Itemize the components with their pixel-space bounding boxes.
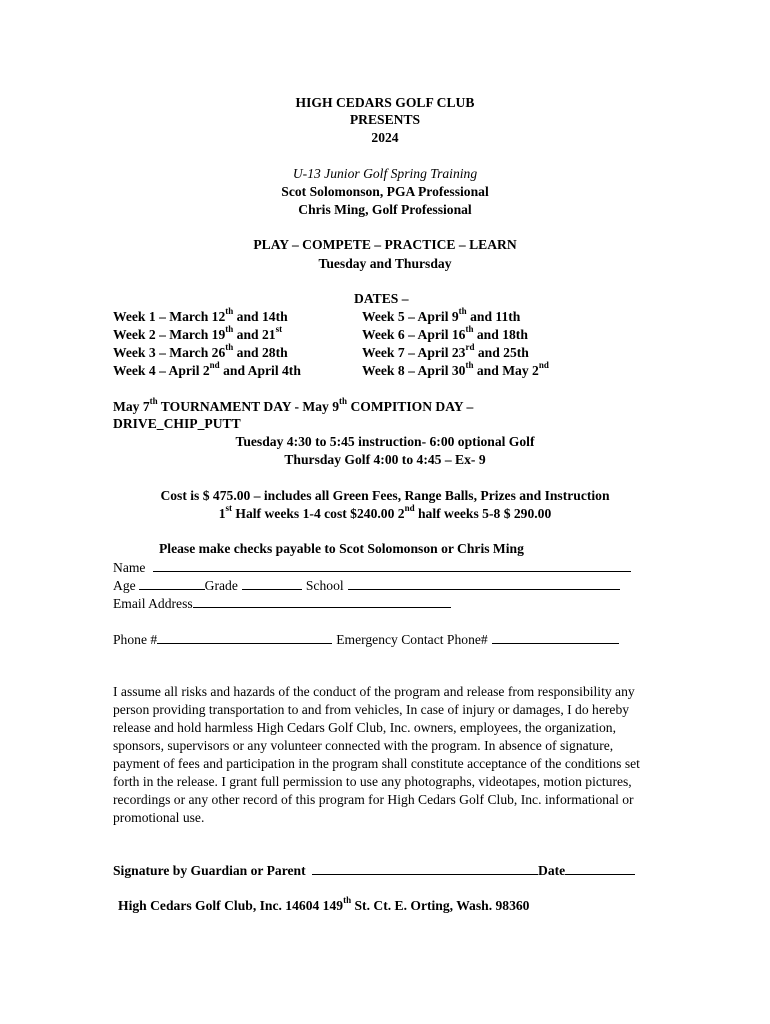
week-6: Week 6 – April 16th and 18th xyxy=(362,324,528,342)
grade-label: Grade xyxy=(204,578,238,593)
name-field[interactable] xyxy=(153,558,631,572)
instructor-1: Scot Solomonson, PGA Professional xyxy=(281,184,489,199)
phone-row xyxy=(113,630,619,649)
release-paragraph: I assume all risks and hazards of the conduct of the program and release from responsibility any person providing transportation to and from vehicles, In case of injury or damages, I do hereby release and hold harmless High Cedars Golf Club, Inc. owners, employees, the organization, sponsors, supervisors or any volunteer connected with the program. In absence of signature, payment of fees and participation in the program shall constitute acceptance of the conditions set forth in the release. I grant full permission to use any photographs, videotapes, motion pictures, recordings or any other record of this program for High Cedars Golf Club, Inc. informational or promotional use. xyxy=(113,684,640,825)
cost-line: Cost is $ 475.00 – includes all Green Fees, Range Balls, Prizes and Instruction xyxy=(160,488,610,503)
emergency-phone-field[interactable] xyxy=(492,630,619,644)
email-row xyxy=(113,594,451,613)
school-field[interactable] xyxy=(348,576,620,590)
tournament-line: May 7th TOURNAMENT DAY - May 9th COMPITION DAY – xyxy=(113,396,474,414)
week-2: Week 2 – March 19th and 21st xyxy=(113,324,283,342)
age-label: Age xyxy=(113,578,136,593)
training-days: Tuesday and Thursday xyxy=(318,256,452,271)
week-3: Week 3 – March 26th and 28th xyxy=(113,342,288,360)
signature-row xyxy=(113,861,635,880)
age-grade-school-row xyxy=(113,576,620,595)
week-4: Week 4 – April 2nd and April 4th xyxy=(113,360,301,378)
signature-field[interactable] xyxy=(312,861,538,875)
half-cost-line: 1st Half weeks 1-4 cost $240.00 2nd half weeks 5-8 $ 290.00 xyxy=(218,503,552,521)
date-field[interactable] xyxy=(565,861,635,875)
tuesday-schedule: Tuesday 4:30 to 5:45 instruction- 6:00 optional Golf xyxy=(235,434,535,449)
instructor-2: Chris Ming, Golf Professional xyxy=(298,202,472,217)
checks-payable: Please make checks payable to Scot Solomonson or Chris Ming xyxy=(159,541,524,556)
email-label: Email Address xyxy=(113,596,193,611)
grade-field[interactable] xyxy=(242,576,302,590)
phone-label: Phone # xyxy=(113,632,158,647)
dates-right-column xyxy=(362,308,549,380)
week-1: Week 1 – March 12th and 14th xyxy=(113,306,288,324)
week-5: Week 5 – April 9th and 11th xyxy=(362,306,521,324)
drive-chip-putt: DRIVE_CHIP_PUTT xyxy=(113,416,241,431)
dates-heading: DATES – xyxy=(354,291,409,306)
date-label: Date xyxy=(538,863,566,878)
week-8: Week 8 – April 30th and May 2nd xyxy=(362,360,549,378)
school-label: School xyxy=(305,578,344,593)
thursday-schedule: Thursday Golf 4:00 to 4:45 – Ex- 9 xyxy=(284,452,486,467)
club-title: HIGH CEDARS GOLF CLUB xyxy=(295,95,475,110)
name-row xyxy=(113,558,631,577)
program-title: U-13 Junior Golf Spring Training xyxy=(292,166,478,181)
email-field[interactable] xyxy=(193,594,451,608)
presents-line: PRESENTS xyxy=(349,112,421,127)
motto: PLAY – COMPETE – PRACTICE – LEARN xyxy=(253,237,517,252)
phone-field[interactable] xyxy=(157,630,332,644)
age-field[interactable] xyxy=(139,576,205,590)
year-line: 2024 xyxy=(371,130,399,145)
emergency-label: Emergency Contact Phone# xyxy=(336,632,488,647)
name-label: Name xyxy=(113,560,146,575)
week-7: Week 7 – April 23rd and 25th xyxy=(362,342,529,360)
footer-address: High Cedars Golf Club, Inc. 14604 149th St. Ct. E. Orting, Wash. 98360 xyxy=(118,895,530,913)
dates-left-column xyxy=(113,308,301,380)
signature-label: Signature by Guardian or Parent xyxy=(113,863,306,878)
